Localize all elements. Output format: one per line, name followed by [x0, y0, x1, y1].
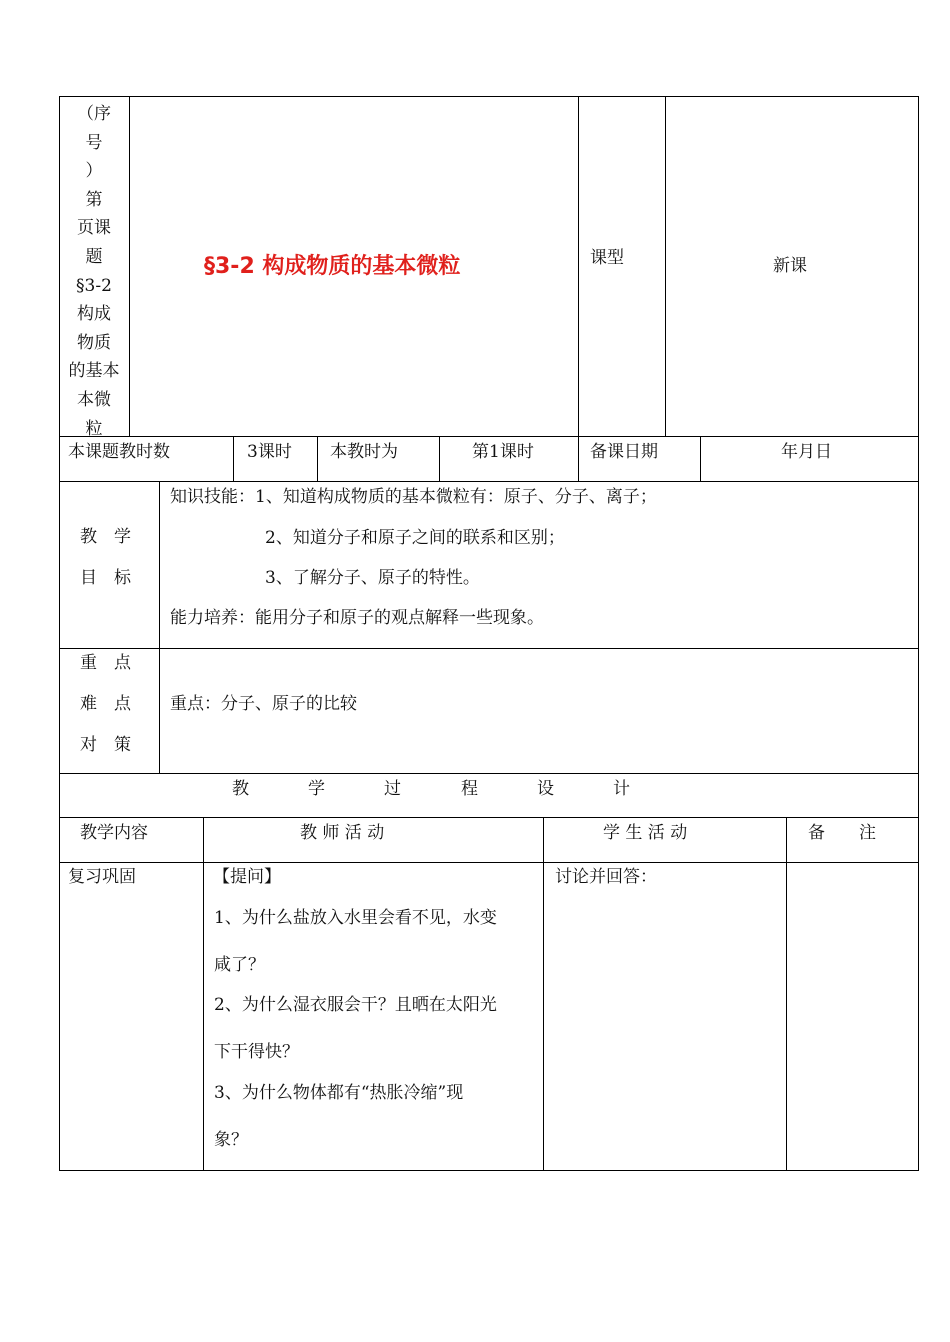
divider — [233, 436, 234, 481]
divider — [59, 862, 919, 863]
process-heading-char: 教 — [232, 779, 249, 799]
divider — [786, 817, 787, 1171]
divider — [129, 96, 130, 437]
seq-line: 本微 — [77, 389, 111, 410]
lesson-type-label: 课型 — [590, 248, 624, 268]
border-top — [59, 96, 919, 97]
goal-line: 知识技能：1、知道构成物质的基本微粒有：原子、分子、离子； — [170, 487, 657, 507]
divider — [59, 817, 919, 818]
divider — [59, 436, 919, 437]
seq-line: 粒 — [85, 418, 103, 439]
border-bottom — [59, 1170, 919, 1171]
seq-line: （序 — [77, 104, 111, 124]
divider — [59, 648, 919, 649]
divider — [159, 481, 160, 773]
teacher-line: 3、为什么物体都有“热胀冷缩”现 — [214, 1083, 464, 1103]
goal-line: 2、知道分子和原子之间的联系和区别； — [265, 528, 565, 548]
hours-label: 本课题教时数 — [68, 442, 170, 462]
col-header-teacher: 教 师 活 动 — [300, 823, 385, 843]
col-header-student: 学 生 活 动 — [603, 823, 688, 843]
divider — [59, 481, 919, 482]
seq-line: 的基本 — [68, 361, 120, 382]
hours-value: 3课时 — [247, 442, 292, 462]
goals-label: 目 标 — [80, 568, 131, 588]
process-heading-char: 程 — [461, 779, 478, 799]
divider — [543, 817, 544, 1171]
col-header-content: 教学内容 — [80, 823, 148, 843]
teacher-line: 咸了？ — [214, 955, 265, 975]
goal-line: 能力培养：能用分子和原子的观点解释一些现象。 — [170, 608, 544, 628]
seq-line: 页课 — [77, 218, 111, 239]
teacher-line: 【提问】 — [213, 867, 281, 887]
date-value: 年月日 — [781, 442, 832, 462]
divider — [59, 773, 919, 774]
teacher-line: 下干得快？ — [214, 1042, 299, 1062]
process-heading-char: 计 — [613, 779, 630, 799]
key-points-label: 重 点 — [80, 653, 131, 673]
seq-line: ） — [85, 161, 103, 182]
teacher-line: 象？ — [214, 1130, 248, 1150]
seq-line: 号 — [85, 132, 103, 153]
process-heading-char: 设 — [537, 779, 554, 799]
divider — [439, 436, 440, 481]
sequence-column — [60, 100, 128, 443]
seq-line: 题 — [85, 246, 103, 267]
key-points-label: 难 点 — [80, 694, 131, 714]
process-heading-char: 过 — [384, 779, 401, 799]
divider — [700, 436, 701, 481]
process-heading-char: 学 — [308, 779, 325, 799]
key-points-text: 重点：分子、原子的比较 — [170, 694, 357, 714]
seq-line: §3-2 — [76, 275, 112, 296]
teacher-line: 2、为什么湿衣服会干？且晒在太阳光 — [214, 995, 497, 1015]
lesson-type-value: 新课 — [773, 256, 807, 276]
goals-label: 教 学 — [80, 527, 131, 547]
session-label: 本教时为 — [330, 442, 398, 462]
review-content: 复习巩固 — [68, 867, 136, 887]
session-value: 第1课时 — [472, 442, 534, 462]
date-label: 备课日期 — [590, 442, 658, 462]
divider — [578, 96, 579, 481]
teacher-line: 1、为什么盐放入水里会看不见，水变 — [214, 908, 497, 928]
divider — [665, 96, 666, 437]
divider — [317, 436, 318, 481]
goal-line: 3、了解分子、原子的特性。 — [265, 568, 480, 588]
seq-line: 第 — [85, 189, 103, 210]
border-right — [918, 96, 919, 1171]
lesson-title: §3-2 构成物质的基本微粒 — [204, 254, 461, 279]
seq-line: 构成 — [77, 304, 111, 325]
key-points-label: 对 策 — [80, 735, 131, 755]
col-header-notes: 备 注 — [808, 823, 876, 843]
seq-line: 物质 — [77, 332, 111, 353]
divider — [203, 817, 204, 1171]
student-activity: 讨论并回答： — [555, 867, 657, 887]
